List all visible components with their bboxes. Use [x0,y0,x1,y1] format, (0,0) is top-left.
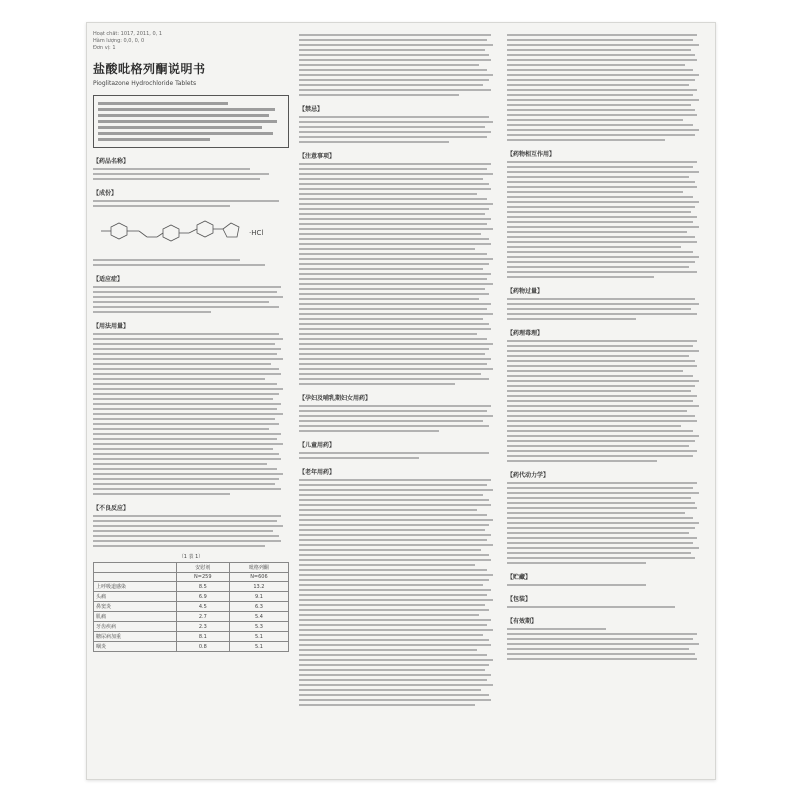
table-row: 牙齿疾病 2.3 5.3 [94,622,289,632]
table-row: 鼻窦炎 4.5 6.3 [94,602,289,612]
section-interactions-heading: 【药物相互作用】 [507,151,556,158]
document-title: 盐酸吡格列酮说明书 [93,62,206,76]
section-indications-heading: 【适应症】 [93,276,124,283]
warning-box [93,95,289,148]
header-line-3: Đơn vị: 1 [93,45,116,51]
adverse-table-caption: （1 表 1） [178,554,204,560]
structural-formula-drawing [93,213,289,253]
table-row: 咽炎 0.8 5.1 [94,642,289,652]
package-insert-sheet [86,22,716,780]
table-row: 肌痛 2.7 5.4 [94,612,289,622]
section-contraindications-heading: 【禁忌】 [299,106,324,113]
section-pharmacology-heading: 【药理毒理】 [507,330,544,337]
table-row: 头痛 6.9 9.1 [94,592,289,602]
table-header-row: 安慰剂 吡格列酮 [94,563,289,573]
table-row: 糖尿病加重 8.1 5.1 [94,632,289,642]
section-ingredients-heading: 【成份】 [93,190,118,197]
section-storage-heading: 【贮藏】 [507,574,532,581]
section-validity-heading: 【有效期】 [507,618,538,625]
section-pediatric-heading: 【儿童用药】 [299,442,336,449]
table-row: 上呼吸道感染 8.5 13.2 [94,582,289,592]
header-line-2: Hàm lượng: 0,0, 0, 0 [93,38,145,44]
section-name-heading: 【药品名称】 [93,158,130,165]
section-package-heading: 【包装】 [507,596,532,603]
header-line-1: Hoạt chất: 1017, 2011, 0, 1 [93,31,162,37]
section-adverse-heading: 【不良反应】 [93,505,130,512]
section-overdose-heading: 【药物过量】 [507,288,544,295]
adverse-events-table [93,562,289,652]
column-3 [507,31,705,771]
section-dosage-heading: 【用法用量】 [93,323,130,330]
hcl-label: ·HCl [249,229,264,237]
section-elderly-heading: 【老年用药】 [299,469,336,476]
table-subheader-row: N=259 N=606 [94,573,289,582]
structural-formula [93,213,289,253]
section-precautions-heading: 【注意事项】 [299,153,336,160]
section-pregnancy-heading: 【孕妇及哺乳期妇女用药】 [299,395,372,402]
document-subtitle: Pioglitazone Hydrochloride Tablets [93,80,197,87]
adverse-events-table-block [93,553,289,652]
section-pharmacokinetics-heading: 【药代动力学】 [507,472,550,479]
column-2 [299,31,499,771]
column-1 [93,31,289,771]
